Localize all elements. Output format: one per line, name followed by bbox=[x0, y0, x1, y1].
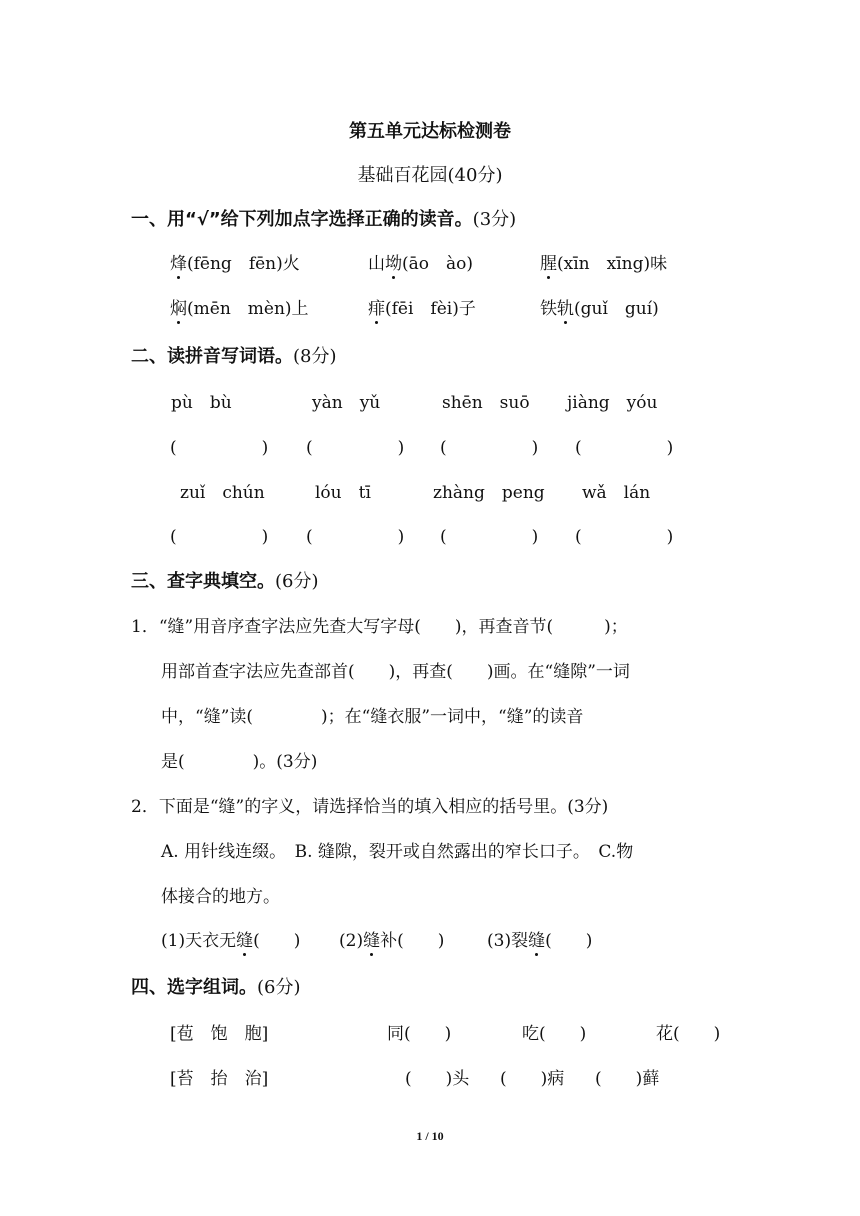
answer-blank[interactable]: ( ) bbox=[440, 438, 539, 458]
pinyin-5: zuǐ chún bbox=[180, 483, 265, 503]
page-subtitle: 基础百花园(40分) bbox=[357, 165, 503, 186]
q1-dotted-char: 坳 bbox=[385, 249, 402, 274]
q3-p2-line-1: 2．下面是“缝”的字义，请选择恰当的填入相应的括号里。(3分) bbox=[131, 797, 609, 817]
q4-blank-1[interactable]: 同( ) bbox=[387, 1024, 452, 1044]
q4-char-set-2: [苔 抬 治] bbox=[170, 1069, 269, 1089]
answer-blank[interactable]: ( ) bbox=[575, 527, 674, 547]
q1-dotted-char: 烽 bbox=[170, 249, 187, 274]
q3-heading bbox=[131, 567, 319, 593]
q4-points: (6分) bbox=[257, 977, 301, 998]
q4-blank-4[interactable]: ( )头 bbox=[405, 1069, 470, 1089]
q3-p2-line-3: 体接合的地方。 bbox=[161, 887, 280, 907]
q4-heading-text: 四、选字组词。 bbox=[131, 977, 257, 998]
q3-dotted-char: 缝 bbox=[528, 926, 545, 951]
answer-blank[interactable]: ( ) bbox=[170, 527, 269, 547]
q3-dotted-char: 缝 bbox=[363, 926, 380, 951]
q1-dotted-char: 焖 bbox=[170, 294, 187, 319]
pinyin-3: shēn suō bbox=[442, 393, 530, 413]
q3-p1-line-1: 1．“缝”用音序查字法应先查大写字母( )，再查音节( )； bbox=[131, 617, 628, 637]
q4-char-set-1: [苞 饱 胞] bbox=[170, 1024, 269, 1044]
q4-blank-5[interactable]: ( )病 bbox=[500, 1069, 565, 1089]
q4-blank-3[interactable]: 花( ) bbox=[656, 1024, 721, 1044]
page-title: 第五单元达标检测卷 bbox=[349, 121, 511, 142]
page-number: 1 / 10 bbox=[416, 1129, 444, 1143]
pinyin-8: wǎ lán bbox=[582, 483, 651, 503]
answer-blank[interactable]: ( ) bbox=[306, 438, 405, 458]
q3-p1-line-2: 用部首查字法应先查部首( )，再查( )画。在“缝隙”一词 bbox=[161, 662, 630, 682]
q1-item-6: 铁轨(guǐ guí) bbox=[540, 294, 659, 319]
q4-blank-6[interactable]: ( )藓 bbox=[595, 1069, 660, 1089]
q3-p2-line-2: A. 用针线连缀。 B. 缝隙，裂开或自然露出的窄长口子。 C.物 bbox=[161, 842, 634, 862]
q4-blank-2[interactable]: 吃( ) bbox=[522, 1024, 587, 1044]
q1-heading-text: 一、用“√”给下列加点字选择正确的读音。 bbox=[131, 209, 473, 230]
q3-p1-line-4: 是( )。(3分) bbox=[161, 752, 318, 772]
q3-p2-item-2: (2)缝补( ) bbox=[339, 926, 444, 951]
q4-heading bbox=[131, 973, 301, 999]
q2-heading-text: 二、读拼音写词语。 bbox=[131, 346, 293, 367]
q1-points: (3分) bbox=[472, 209, 517, 230]
pinyin-6: lóu tī bbox=[315, 483, 371, 503]
pinyin-2: yàn yǔ bbox=[312, 393, 381, 413]
q3-points: (6分) bbox=[275, 571, 319, 592]
answer-blank[interactable]: ( ) bbox=[306, 527, 405, 547]
q1-dotted-char: 痱 bbox=[368, 294, 385, 319]
q1-dotted-char: 轨 bbox=[557, 294, 574, 319]
q1-item-4: 焖(mēn mèn)上 bbox=[170, 294, 309, 319]
pinyin-7: zhàng peng bbox=[433, 483, 545, 503]
q3-heading-text: 三、查字典填空。 bbox=[131, 571, 275, 592]
q1-item-5: 痱(fēi fèi)子 bbox=[368, 294, 476, 319]
q3-dotted-char: 缝 bbox=[236, 926, 253, 951]
q2-heading bbox=[131, 342, 337, 368]
q1-item-2: 山坳(āo ào) bbox=[368, 249, 473, 274]
answer-blank[interactable]: ( ) bbox=[440, 527, 539, 547]
pinyin-4: jiàng yóu bbox=[567, 393, 658, 413]
q1-dotted-char: 腥 bbox=[540, 249, 557, 274]
q3-p1-line-3: 中，“缝”读( )；在“缝衣服”一词中，“缝”的读音 bbox=[161, 707, 584, 727]
q1-item-1: 烽(fēng fēn)火 bbox=[170, 249, 300, 274]
answer-blank[interactable]: ( ) bbox=[170, 438, 269, 458]
q2-points: (8分) bbox=[293, 346, 337, 367]
q3-p2-item-3: (3)裂缝( ) bbox=[487, 926, 592, 951]
q1-heading bbox=[131, 205, 516, 231]
pinyin-1: pù bù bbox=[171, 393, 232, 413]
q1-item-3: 腥(xīn xīng)味 bbox=[540, 249, 667, 274]
answer-blank[interactable]: ( ) bbox=[575, 438, 674, 458]
q3-p2-item-1: (1)天衣无缝( ) bbox=[161, 926, 300, 951]
